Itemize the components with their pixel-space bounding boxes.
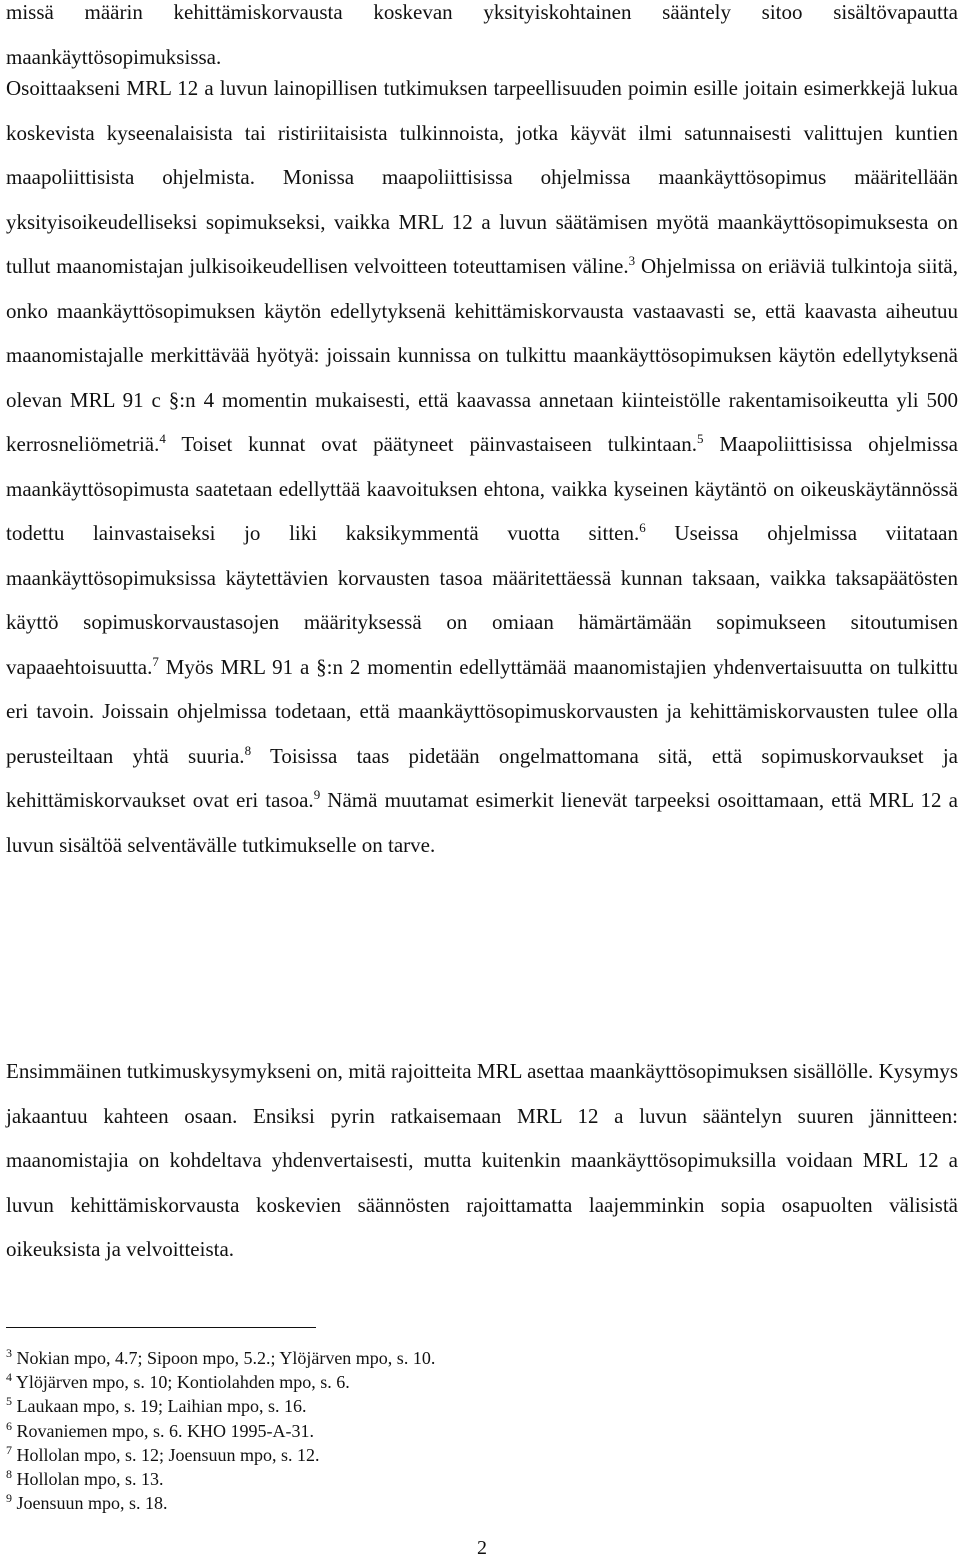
paragraph-text: Osoittaakseni MRL 12 a luvun lainopillisen tutkimuksen tarpeellisuuden poimin esille joitain esimerkkejä lukua koskevista kyseenalaisista tai ristiriitaisista tulkinnoista, jotka käyvät ilmi satunnaisesti valittujen kuntien maapoliittisista ohjelmista. Monissa maapoliittisissa ohjelmissa maankäyttösopimus määritellään yksityisoikeudelliseksi sopimukseksi, vaikka MRL 12 a luvun säätämisen myötä maankäyttösopimuksesta on tullut maanomistajan julkisoikeudellisen velvoitteen toteuttamisen väline.: [6, 76, 958, 278]
footnote-reference[interactable]: 3: [628, 253, 636, 268]
footnote-text: Hollolan mpo, s. 12; Joensuun mpo, s. 12.: [16, 1444, 320, 1465]
footnote: [6, 1491, 706, 1515]
footnote-text: Nokian mpo, 4.7; Sipoon mpo, 5.2.; Ylöjärven mpo, s. 10.: [16, 1348, 436, 1368]
footnote-number: 7: [6, 1442, 12, 1457]
footnote-number: 9: [6, 1491, 12, 1506]
footnote-text: Hollolan mpo, s. 13.: [16, 1469, 164, 1490]
intro-paragraph: missä määrin kehittämiskorvausta koskevan yksityiskohtainen sääntely sitoo sisältövapautta maankäyttösopimuksissa.: [6, 0, 958, 69]
footnote: [6, 1370, 706, 1394]
footnote-text: Laukaan mpo, s. 19; Laihian mpo, s. 16.: [16, 1396, 307, 1417]
footnote-reference[interactable]: 8: [244, 742, 252, 758]
footnote-number: 3: [6, 1346, 12, 1360]
footnote: [6, 1443, 706, 1467]
paragraph-text: Nämä muutamat esimerkit lienevät tarpeeksi osoittamaan, että MRL 12 a luvun sisältöä selventävälle tutkimukselle on tarve.: [6, 788, 958, 857]
footnote-number: 8: [6, 1467, 12, 1482]
body-paragraph-examples: [6, 66, 958, 867]
paragraph-text: Maapoliittisissa ohjelmissa maankäyttösopimusta saatetaan edellyttää kaavoituksen ehtona, vaikka kyseinen käytäntö on oikeuskäytännössä todettu lainvastaiseksi jo liki kaksikymmentä vuotta sitten.: [6, 432, 958, 545]
footnote-number: 6: [6, 1418, 12, 1433]
footnote: [6, 1467, 706, 1491]
footnote: [6, 1394, 706, 1418]
paragraph-text: Myös MRL 91 a §:n 2 momentin edellyttämää maanomistajien yhdenvertaisuutta on tulkittu eri tavoin. Joissain ohjelmissa todetaan, että maankäyttösopimuskorvausten ja kehittämiskorvausten tulee olla perusteiltaan yhtä suuria.: [6, 654, 958, 768]
paragraph-text: Ohjelmissa on eriäviä tulkintoja siitä, onko maankäyttösopimuksen käytön edellytyksenä kehittämiskorvausta vastaavasti se, että kaavasta aiheutuu maanomistajalle merkittävää hyötyä: joissain kunnissa on tulkittu maankäyttösopimuksen käytön edellytyksenä olevan MRL 91 c §:n 4 momentin mukaisesti, että kaavassa annetaan kiinteistölle rakentamisoikeutta yli 500 kerrosneliömetriä.: [6, 254, 958, 456]
paragraph-text: Toisissa taas pidetään ongelmattomana sitä, että sopimuskorvaukset ja kehittämiskorvaukset ovat eri tasoa.: [6, 743, 958, 812]
footnote-reference[interactable]: 5: [697, 431, 704, 446]
footnote-number: 4: [6, 1370, 12, 1385]
footnote: [6, 1346, 706, 1370]
body-paragraph-research-question: Ensimmäinen tutkimuskysymykseni on, mitä rajoitteita MRL asettaa maankäyttösopimuksen sisällölle. Kysymys jakaantuu kahteen osaan. Ensiksi pyrin ratkaisemaan MRL 12 a luvun sääntelyn suuren jännitteen: maanomistajia on kohdeltava yhdenvertaisesti, mutta kuitenkin maankäyttösopimuksilla voidaan MRL 12 a luvun kehittämiskorvausta koskevien säännösten rajoittamatta laajemminkin sopia osapuolten välisistä oikeuksista ja velvoitteista.: [6, 1059, 958, 1261]
footnote-text: Ylöjärven mpo, s. 10; Kontiolahden mpo, s. 6.: [15, 1372, 350, 1393]
footnote-reference[interactable]: 4: [159, 431, 166, 446]
footnote: [6, 1419, 706, 1443]
footnote-reference[interactable]: 9: [313, 787, 321, 802]
footnote-separator: [6, 1327, 316, 1328]
footnote-text: Rovaniemen mpo, s. 6. KHO 1995-A-31.: [16, 1420, 314, 1441]
footnote-reference[interactable]: 6: [639, 520, 646, 535]
footnote-reference[interactable]: 7: [152, 653, 159, 669]
footnote-list: [6, 1346, 706, 1515]
paragraph-text: Useissa ohjelmissa viitataan maankäyttösopimuksissa käytettävien korvausten tasoa määritettäessä kunnan taksaan, vaikka taksapäätösten käyttö sopimuskorvaustasojen määrityksessä on omiaan hämärtämään sopimukseen sitoutumisen vapaaehtoisuutta.: [6, 521, 958, 679]
footnote-text: Joensuun mpo, s. 18.: [16, 1493, 168, 1514]
page-number: 2: [477, 1537, 487, 1559]
paragraph-text: Toiset kunnat ovat päätyneet päinvastaiseen tulkintaan.: [165, 432, 697, 456]
footnote-number: 5: [6, 1394, 12, 1409]
